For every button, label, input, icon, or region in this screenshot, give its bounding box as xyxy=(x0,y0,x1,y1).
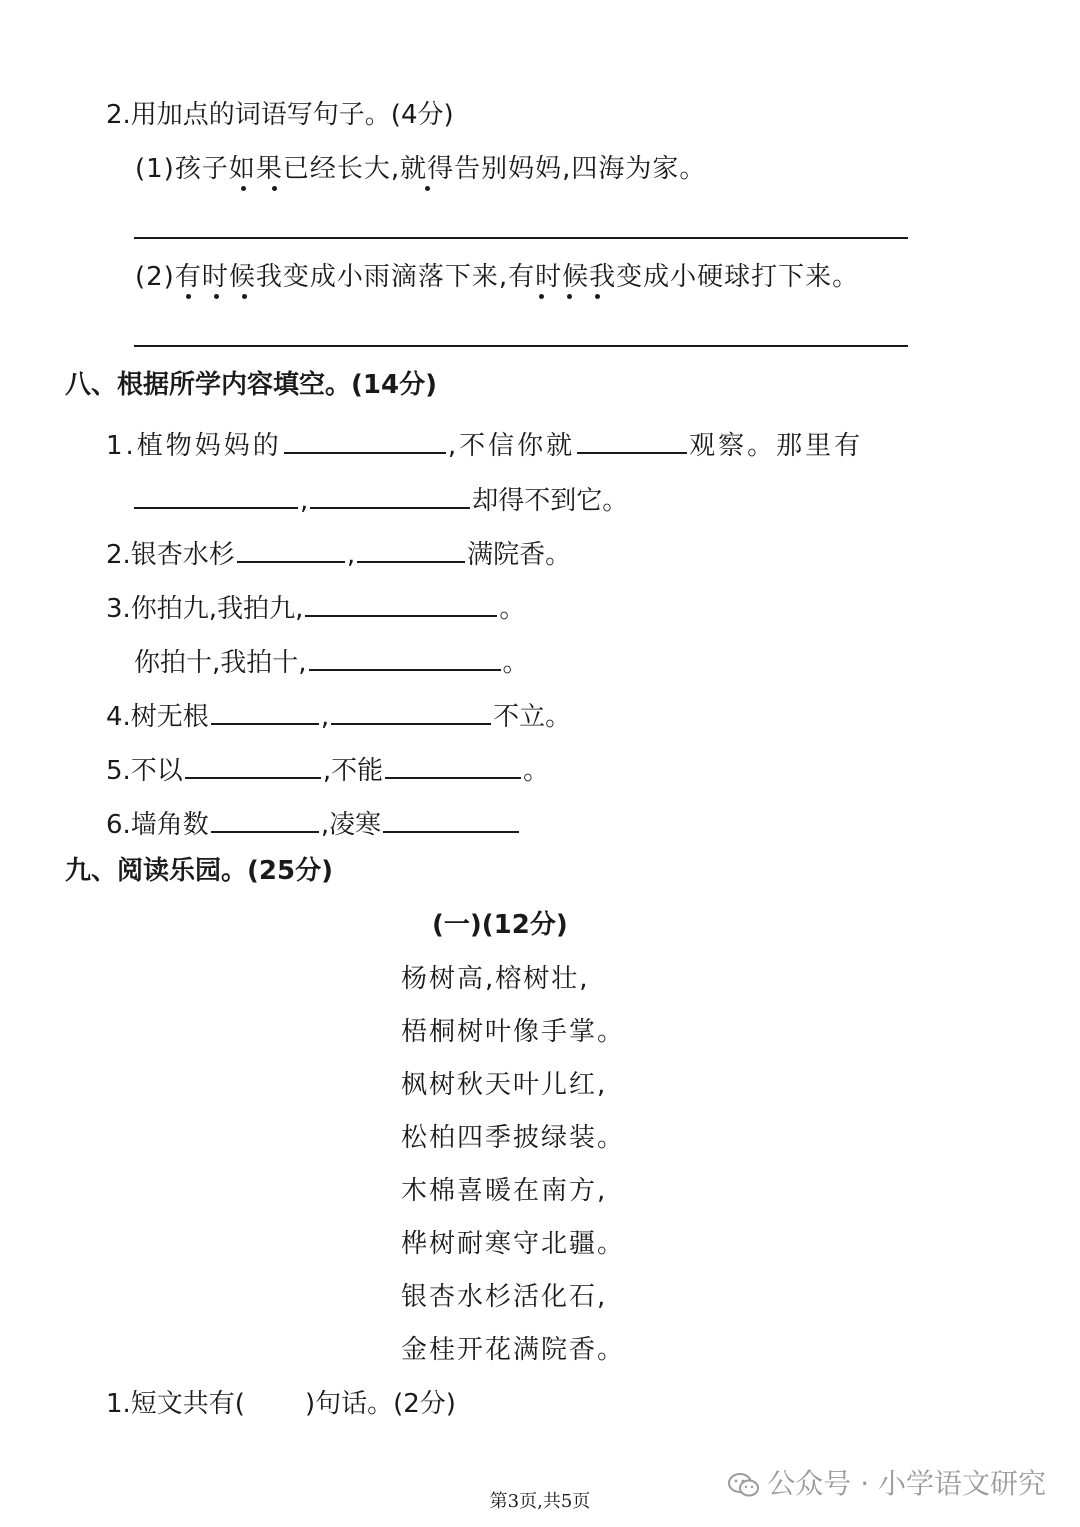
sec9-q1 xyxy=(106,1391,456,1417)
sec8-q2-text-b: , xyxy=(346,540,356,570)
fill-blank[interactable] xyxy=(284,426,446,454)
q2-sentence-1: (1)孩子如果已经长大,就得告别妈妈,四海为家。 xyxy=(135,154,707,184)
sec8-q2-text-a: 2.银杏水杉 xyxy=(106,540,235,570)
poem-line: 松柏四季披绿装。 xyxy=(401,1123,626,1153)
sec8-q2 xyxy=(106,535,571,568)
sec8-q3-text-a: 3.你拍九,我拍九, xyxy=(106,594,304,624)
sec8-q1-text-e: 却得不到它。 xyxy=(472,486,629,516)
sec8-q3-line2 xyxy=(134,643,529,676)
fill-blank[interactable] xyxy=(185,751,321,779)
answer-line-1[interactable] xyxy=(134,237,908,239)
poem-line: 桦树耐寒守北疆。 xyxy=(401,1229,626,1259)
emphasis-dot xyxy=(214,294,219,299)
sec8-q5 xyxy=(106,751,549,784)
fill-blank[interactable] xyxy=(331,697,491,725)
q2-sentence-2: (2)有时候我变成小雨滴落下来,有时候我变成小硬球打下来。 xyxy=(135,262,860,292)
sec8-q1-text-a: 1.植物妈妈的 xyxy=(106,431,282,461)
sec9-q1-text-b: )句话。(2分) xyxy=(304,1389,456,1419)
sec8-q1-line1 xyxy=(106,426,863,459)
sec8-q5-text-a: 5.不以 xyxy=(106,756,183,786)
sec8-q3-text-d: 。 xyxy=(502,648,529,678)
answer-line-2[interactable] xyxy=(134,345,908,347)
fill-blank[interactable] xyxy=(357,535,465,563)
sec8-q1-line2 xyxy=(134,481,628,514)
fill-blank[interactable] xyxy=(309,643,501,671)
sec8-q4-text-a: 4.树无根 xyxy=(106,702,209,732)
section-9-title: 九、阅读乐园。(25分) xyxy=(65,856,333,886)
fill-blank[interactable] xyxy=(383,805,519,833)
sec8-q4-text-b: , xyxy=(320,702,330,732)
sec8-q1-text-c: 观察。那里有 xyxy=(689,431,864,461)
sec8-q4 xyxy=(106,697,571,730)
sec8-q1-text-d: , xyxy=(300,486,309,516)
emphasis-dot xyxy=(241,186,246,191)
emphasis-dot xyxy=(567,294,572,299)
sec8-q5-text-c: 。 xyxy=(523,756,550,786)
sec8-q1-text-b: ,不信你就 xyxy=(447,431,576,461)
emphasis-dot xyxy=(425,186,430,191)
poem-line: 木棉喜暖在南方, xyxy=(401,1176,608,1206)
fill-blank[interactable] xyxy=(211,697,319,725)
sec8-q6-text-b: ,凌寒 xyxy=(320,810,382,840)
emphasis-dot xyxy=(186,294,191,299)
poem-line: 梧桐树叶像手掌。 xyxy=(401,1017,626,1047)
q2-title: 2.用加点的词语写句子。(4分) xyxy=(106,100,454,130)
poem-line: 金桂开花满院香。 xyxy=(401,1335,626,1365)
sec8-q2-text-c: 满院香。 xyxy=(467,540,572,570)
sec9-q1-text-a: 1.短文共有( xyxy=(106,1389,245,1419)
section-8-title: 八、根据所学内容填空。(14分) xyxy=(65,370,437,400)
poem-line: 枫树秋天叶儿红, xyxy=(401,1070,608,1100)
sec8-q3-text-c: 你拍十,我拍十, xyxy=(134,648,307,678)
emphasis-dot xyxy=(595,294,600,299)
sec8-q6 xyxy=(106,805,521,838)
emphasis-dot xyxy=(272,186,277,191)
watermark-text: 公众号 · 小学语文研究 xyxy=(767,1467,1046,1500)
sec8-q5-text-b: ,不能 xyxy=(322,756,384,786)
emphasis-dot xyxy=(242,294,247,299)
sec8-q3-text-b: 。 xyxy=(499,594,526,624)
reading-part-1-title: (一)(12分) xyxy=(432,910,568,940)
fill-blank[interactable] xyxy=(305,589,497,617)
fill-blank[interactable] xyxy=(310,481,470,509)
sec8-q4-text-c: 不立。 xyxy=(493,702,572,732)
poem-line: 杨树高,榕树壮, xyxy=(401,964,590,994)
fill-blank[interactable] xyxy=(134,481,298,509)
emphasis-dot xyxy=(539,294,544,299)
fill-blank[interactable] xyxy=(211,805,319,833)
fill-blank[interactable] xyxy=(577,426,687,454)
sec8-q3-line1 xyxy=(106,589,525,622)
poem-line: 银杏水杉活化石, xyxy=(401,1282,608,1312)
fill-blank[interactable] xyxy=(385,751,521,779)
fill-blank[interactable] xyxy=(237,535,345,563)
page-footer: 第3页,共5页 xyxy=(489,1491,591,1512)
sec8-q6-text-a: 6.墙角数 xyxy=(106,810,209,840)
